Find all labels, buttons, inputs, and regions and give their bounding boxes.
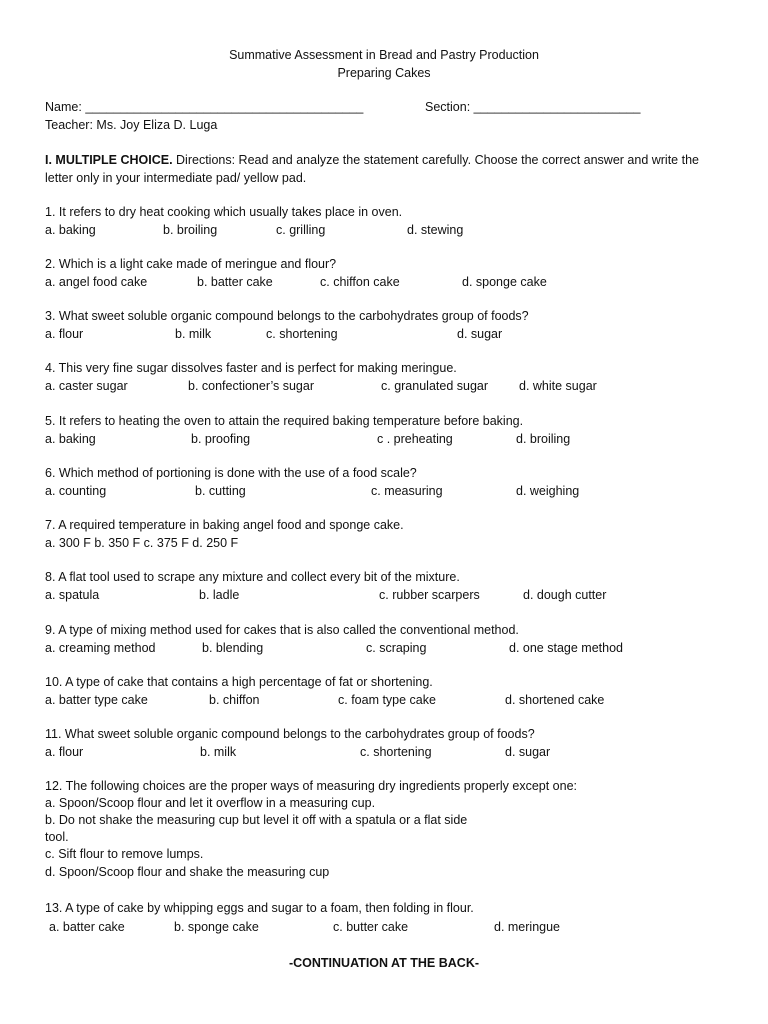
- name-label: Name:: [45, 100, 82, 114]
- option-d: d. white sugar: [519, 379, 597, 393]
- option-b: b. blending: [202, 641, 264, 655]
- option-c: c. shortening: [360, 745, 432, 759]
- option-a: a. creaming method: [45, 641, 156, 655]
- option-d: d. broiling: [516, 432, 571, 446]
- question-text: 5. It refers to heating the oven to attain the required baking temperature before baking.: [45, 414, 524, 428]
- option-d: d. shortened cake: [505, 693, 605, 707]
- option-a: a. angel food cake: [45, 275, 148, 289]
- instructions-line-2: letter only in your intermediate pad/ yellow pad.: [45, 171, 307, 185]
- section-heading: I. MULTIPLE CHOICE.: [45, 153, 173, 167]
- option-a: a. Spoon/Scoop flour and let it overflow in a measuring cup.: [45, 796, 376, 810]
- option-a: a. caster sugar: [45, 379, 128, 393]
- option-c: c. grilling: [276, 223, 326, 237]
- option-c: c. rubber scarpers: [379, 588, 480, 602]
- question-text: 2. Which is a light cake made of meringue and flour?: [45, 257, 337, 271]
- option-b: b. Do not shake the measuring cup but level it off with a spatula or a flat side: [45, 813, 468, 827]
- option-c: c. butter cake: [333, 920, 409, 934]
- option-d: d. one stage method: [509, 641, 623, 655]
- teacher-line: Teacher: Ms. Joy Eliza D. Luga: [45, 118, 218, 132]
- option-c: c. Sift flour to remove lumps.: [45, 847, 204, 861]
- option-a: a. batter type cake: [45, 693, 148, 707]
- option-d: d. sponge cake: [462, 275, 547, 289]
- option-c: c . preheating: [377, 432, 453, 446]
- question-text: 1. It refers to dry heat cooking which usually takes place in oven.: [45, 205, 403, 219]
- options-line: a. 300 F b. 350 F c. 375 F d. 250 F: [45, 536, 239, 550]
- section-blank: ________________________: [473, 100, 641, 114]
- instructions-line-1: [45, 152, 699, 168]
- question-text: 9. A type of mixing method used for cakes that is also called the conventional method.: [45, 623, 519, 637]
- option-c: c. scraping: [366, 641, 427, 655]
- option-a: a. baking: [45, 432, 96, 446]
- option-b: b. chiffon: [209, 693, 260, 707]
- option-b: b. milk: [175, 327, 212, 341]
- question-text: 13. A type of cake by whipping eggs and sugar to a foam, then folding in flour.: [45, 901, 474, 915]
- option-b: b. cutting: [195, 484, 246, 498]
- document-subtitle: Preparing Cakes: [337, 66, 431, 80]
- question-text: 7. A required temperature in baking angel food and sponge cake.: [45, 518, 404, 532]
- option-b-continued: tool.: [45, 830, 69, 844]
- option-c: c. measuring: [371, 484, 443, 498]
- option-d: d. stewing: [407, 223, 464, 237]
- question-text: 8. A flat tool used to scrape any mixture and collect every bit of the mixture.: [45, 570, 460, 584]
- name-field: [45, 99, 363, 115]
- option-c: c. shortening: [266, 327, 338, 341]
- section-label: Section:: [425, 100, 471, 114]
- option-a: a. baking: [45, 223, 96, 237]
- question-text: 11. What sweet soluble organic compound belongs to the carbohydrates group of foods?: [45, 727, 535, 741]
- option-a: a. counting: [45, 484, 107, 498]
- option-c: c. granulated sugar: [381, 379, 489, 393]
- option-a: a. spatula: [45, 588, 100, 602]
- question-text: 10. A type of cake that contains a high percentage of fat or shortening.: [45, 675, 433, 689]
- option-a: a. batter cake: [49, 920, 125, 934]
- question-text: 12. The following choices are the proper ways of measuring dry ingredients properly except one:: [45, 779, 578, 793]
- option-b: b. batter cake: [197, 275, 273, 289]
- option-c: c. foam type cake: [338, 693, 436, 707]
- option-b: b. ladle: [199, 588, 240, 602]
- question-text: 4. This very fine sugar dissolves faster and is perfect for making meringue.: [45, 361, 457, 375]
- option-d: d. sugar: [505, 745, 551, 759]
- question-text: 6. Which method of portioning is done with the use of a food scale?: [45, 466, 417, 480]
- section-field: [425, 99, 641, 115]
- option-b: b. broiling: [163, 223, 218, 237]
- option-d: d. sugar: [457, 327, 503, 341]
- option-d: d. dough cutter: [523, 588, 607, 602]
- option-a: a. flour: [45, 327, 84, 341]
- document-title: Summative Assessment in Bread and Pastry Production: [229, 48, 539, 62]
- option-d: d. weighing: [516, 484, 580, 498]
- name-blank: ________________________________________: [85, 100, 364, 114]
- option-b: b. sponge cake: [174, 920, 259, 934]
- option-b: b. confectioner’s sugar: [188, 379, 315, 393]
- question-text: 3. What sweet soluble organic compound belongs to the carbohydrates group of foods?: [45, 309, 529, 323]
- option-b: b. proofing: [191, 432, 251, 446]
- option-b: b. milk: [200, 745, 237, 759]
- option-c: c. chiffon cake: [320, 275, 400, 289]
- option-d: d. Spoon/Scoop flour and shake the measuring cup: [45, 865, 330, 879]
- option-d: d. meringue: [494, 920, 561, 934]
- continuation-note: -CONTINUATION AT THE BACK-: [288, 956, 480, 970]
- option-a: a. flour: [45, 745, 84, 759]
- directions-text: Directions: Read and analyze the statement carefully. Choose the correct answer and write the: [176, 153, 699, 167]
